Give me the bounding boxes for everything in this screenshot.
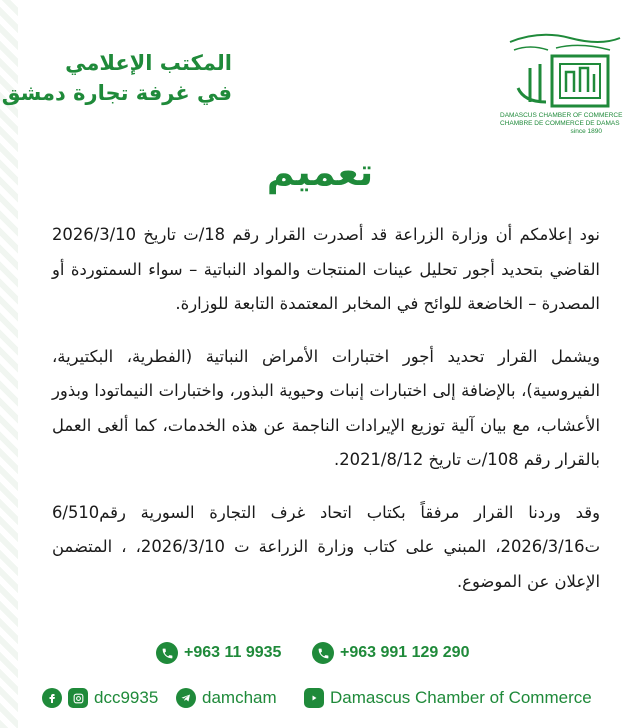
phone-number-2: +963 11 9935 bbox=[184, 644, 282, 661]
whatsapp-phone-icon bbox=[312, 642, 334, 664]
telegram-link[interactable] bbox=[176, 685, 277, 711]
whatsapp-phone-icon bbox=[156, 642, 178, 664]
telegram-icon bbox=[176, 688, 196, 708]
phone-contacts bbox=[150, 640, 480, 666]
logo-line1: DAMASCUS CHAMBER OF COMMERCE bbox=[500, 112, 623, 119]
phone-number-1: +963 991 129 290 bbox=[340, 644, 470, 661]
logo-line2: CHAMBRE DE COMMERCE DE DAMAS bbox=[500, 120, 620, 127]
instagram-icon bbox=[68, 688, 88, 708]
paragraph-1: نود إعلامكم أن وزارة الزراعة قد أصدرت القرار رقم 18/ت تاريخ 2026/3/10 القاضي بتحديد أجور تحليل عينات المنتجات والمواد النباتية – سواء السمتوردة أو المصدرة – الخاضعة للوائح في المخابر المعتمدة التابعة للوزارة. bbox=[52, 225, 600, 313]
header bbox=[0, 28, 640, 138]
social-links bbox=[42, 685, 612, 711]
office-line2: في غرفة تجارة دمشق bbox=[1, 81, 232, 105]
logo-caption bbox=[500, 112, 630, 136]
page-title: تعميم bbox=[266, 150, 374, 194]
telegram-handle: damcham bbox=[202, 688, 277, 707]
circular-body bbox=[52, 218, 600, 617]
phone-contact-2[interactable] bbox=[156, 640, 281, 666]
paragraph-3: وقد وردنا القرار مرفقاً بكتاب اتحاد غرف التجارة السورية رقم6/510 ت2026/3/16، المبني على كتاب وزارة الزراعة ت 2026/3/10، ، المتضمن الإعلان عن الموضوع. bbox=[52, 502, 600, 591]
media-office-title bbox=[0, 48, 240, 108]
youtube-link[interactable] bbox=[304, 685, 592, 711]
office-line1: المكتب الإعلامي bbox=[65, 51, 232, 75]
phone-contact-1[interactable] bbox=[312, 640, 469, 666]
youtube-channel: Damascus Chamber of Commerce bbox=[330, 688, 592, 707]
facebook-instagram-link[interactable] bbox=[42, 685, 158, 711]
facebook-icon bbox=[42, 688, 62, 708]
paragraph-2: ويشمل القرار تحديد أجور اختبارات الأمراض النباتية (الفطرية، البكتيرية، الفيروسية)، بالإضافة إلى اختبارات إنبات وحيوية البذور، واختبارات النيماتودا وبذور الأعشاب، مع بيان آلية توزيع الإيرادات الناجمة عن هذه الخدمات، كما ألغى العمل بالقرار رقم 108/ت تاريخ 2021/8/12. bbox=[52, 346, 600, 469]
logo-since: since 1890 bbox=[570, 128, 602, 135]
facebook-instagram-handle: dcc9935 bbox=[94, 688, 159, 707]
youtube-icon bbox=[304, 688, 324, 708]
